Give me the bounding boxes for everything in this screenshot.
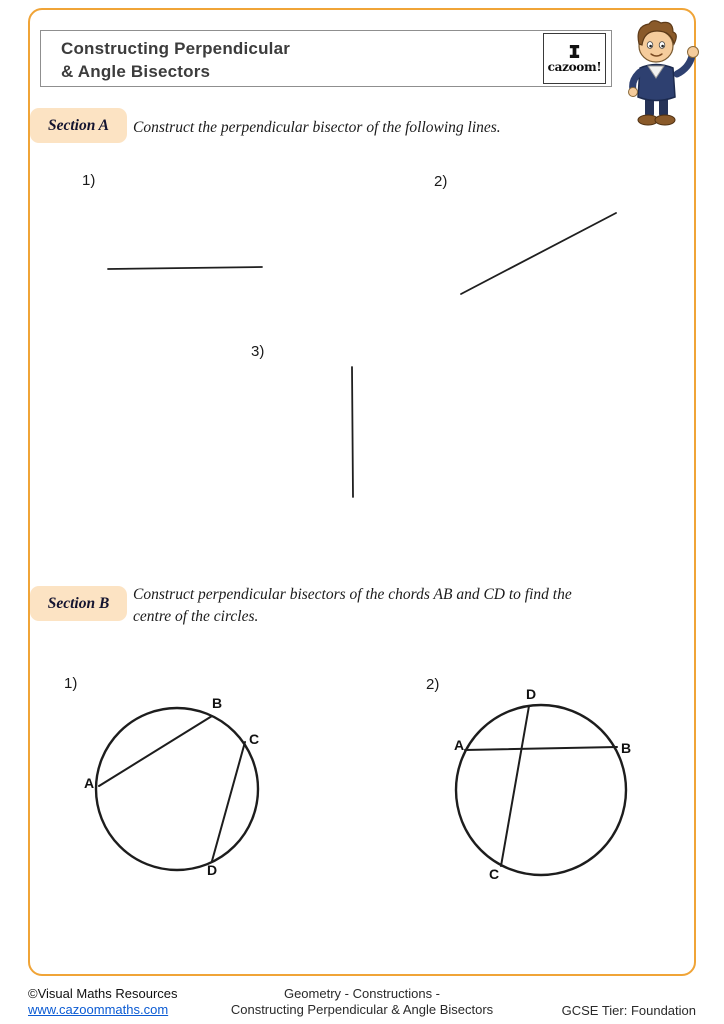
problem-a1-number: 1) [82,172,96,189]
problem-a2-number: 2) [434,173,448,190]
point-label-b2-A: A [454,737,465,753]
page-border [28,8,696,976]
section-b-badge: Section B [30,586,127,621]
section-a-instruction: Construct the perpendicular bisector of the following lines. [133,119,501,136]
point-label-b2-D: D [526,686,537,702]
footer-tier: GCSE Tier: Foundation [561,1003,696,1018]
section-a-badge: Section A [30,108,127,143]
mascot-raised-arm [677,56,692,74]
mascot-shoe [655,115,675,125]
cazoom-logo-text: cazoom! [547,59,602,74]
section-b-instruction: Construct perpendicular bisectors of the chords AB and CD to find the centre of the circles. [133,586,572,625]
problem-b2-number: 2) [426,676,440,693]
problem-b1-number: 1) [64,675,78,692]
point-label-b2-B: B [621,740,632,756]
point-label-b1-C: C [249,731,260,747]
mascot-hand [688,47,699,58]
mascot-pupil [649,45,652,48]
mascot-hand [629,88,638,97]
footer-center-line-2: Constructing Perpendicular & Angle Bisectors [230,1002,494,1018]
mascot-illustration [610,18,704,130]
title-line-2: & Angle Bisectors [61,61,211,81]
mascot-pupil [661,45,664,48]
cazoom-logo [543,33,606,84]
point-label-b1-D: D [207,862,218,878]
point-label-b1-B: B [212,695,223,711]
point-label-b2-C: C [489,866,500,882]
point-label-b1-A: A [84,775,95,791]
title-box [40,30,612,87]
worksheet-title [41,31,611,84]
cazoom-logo-icon [568,44,581,59]
title-line-1: Constructing Perpendicular [61,39,291,58]
problem-a3-number: 3) [251,343,265,360]
footer-center-line-1: Geometry - Constructions - [283,986,441,1001]
footer-copyright: ©Visual Maths Resources [28,986,178,1001]
footer-website-link[interactable]: www.cazoommaths.com [28,1002,169,1018]
